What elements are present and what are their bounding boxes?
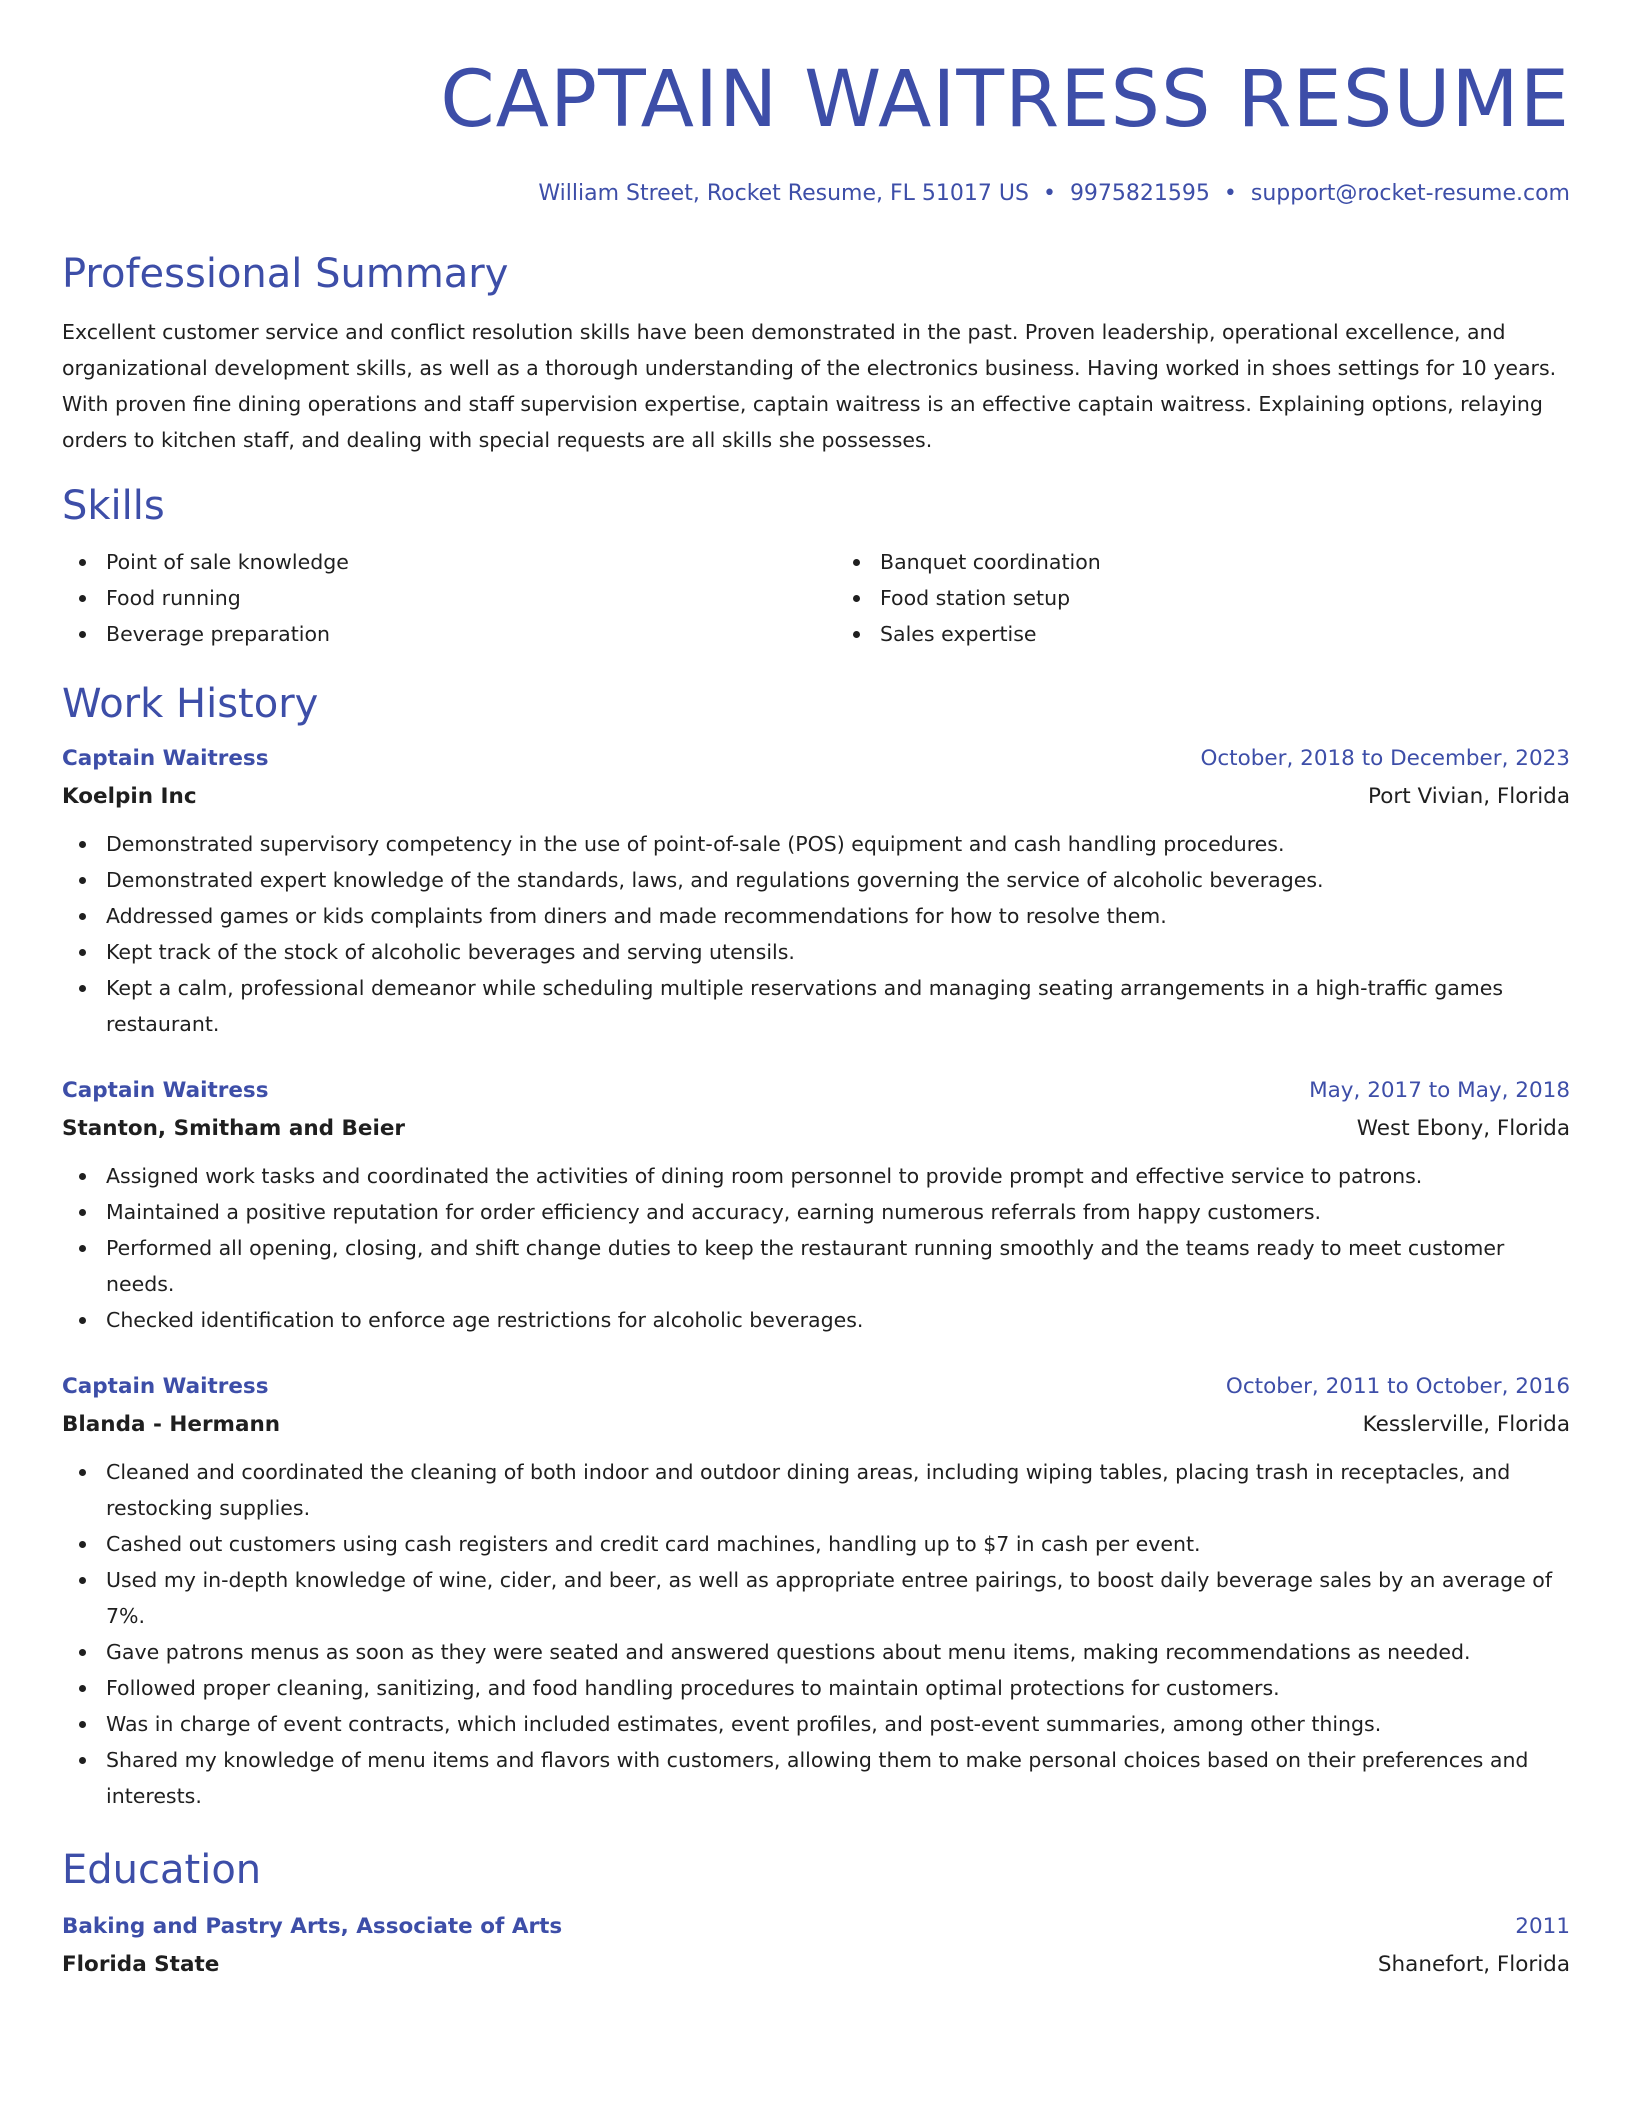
- skill-item: Food running: [62, 580, 796, 616]
- job-entry: [62, 1368, 1570, 1814]
- job-title: Captain Waitress: [62, 746, 269, 771]
- job-dates: October, 2011 to October, 2016: [1225, 1374, 1570, 1399]
- skill-item: Beverage preparation: [62, 616, 796, 652]
- job-bullet: Shared my knowledge of menu items and flavors with customers, allowing them to make personal choices based on their preferences and interests.: [62, 1742, 1570, 1814]
- job-title: Captain Waitress: [62, 1374, 269, 1399]
- job-entry: [62, 740, 1570, 1042]
- resume-name: CAPTAIN WAITRESS RESUME: [440, 55, 1570, 145]
- skills-list-left: [62, 544, 796, 652]
- job-company-row: [62, 778, 1570, 816]
- job-title: Captain Waitress: [62, 1078, 269, 1103]
- skill-item: Banquet coordination: [836, 544, 1570, 580]
- contact-email: support@rocket-resume.com: [1250, 181, 1570, 206]
- job-bullet: Kept track of the stock of alcoholic beverages and serving utensils.: [62, 934, 1570, 970]
- job-bullet: Kept a calm, professional demeanor while scheduling multiple reservations and managing seating arrangements in a high-traffic games restaurant.: [62, 970, 1570, 1042]
- job-bullets: [62, 1454, 1570, 1814]
- job-company: Koelpin Inc: [62, 784, 197, 809]
- summary-heading: Professional Summary: [62, 251, 509, 297]
- skill-item: Food station setup: [836, 580, 1570, 616]
- job-dates: October, 2018 to December, 2023: [1200, 746, 1570, 771]
- job-bullet: Maintained a positive reputation for order efficiency and accuracy, earning numerous referrals from happy customers.: [62, 1194, 1570, 1230]
- contact-address: William Street, Rocket Resume, FL 51017 US: [538, 181, 1029, 206]
- contact-separator: •: [1223, 181, 1237, 206]
- job-header-row: [62, 1368, 1570, 1406]
- work-heading: Work History: [62, 681, 319, 727]
- skills-grid: [62, 544, 1570, 652]
- education-header-row: [62, 1908, 1570, 1946]
- job-company: Stanton, Smitham and Beier: [62, 1116, 406, 1141]
- education-heading: Education: [62, 1847, 262, 1893]
- job-location: Port Vivian, Florida: [1368, 784, 1570, 809]
- contact-phone: 9975821595: [1069, 181, 1210, 206]
- resume-header: [62, 52, 1570, 210]
- job-bullet: Assigned work tasks and coordinated the activities of dining room personnel to provide prompt and effective service to patrons.: [62, 1158, 1570, 1194]
- education-section: [62, 1844, 1570, 1984]
- job-bullet: Checked identification to enforce age restrictions for alcoholic beverages.: [62, 1302, 1570, 1338]
- job-bullets: [62, 826, 1570, 1042]
- job-bullet: Addressed games or kids complaints from diners and made recommendations for how to resolve them.: [62, 898, 1570, 934]
- skills-heading: Skills: [62, 483, 165, 529]
- job-header-row: [62, 1072, 1570, 1110]
- summary-section: [62, 248, 1570, 458]
- job-bullet: Used my in-depth knowledge of wine, cider, and beer, as well as appropriate entree pairings, to boost daily beverage sales by an average of 7%.: [62, 1562, 1570, 1634]
- work-section: [62, 678, 1570, 1814]
- job-entry: [62, 1072, 1570, 1338]
- education-year: 2011: [1515, 1914, 1570, 1939]
- job-company-row: [62, 1406, 1570, 1444]
- job-bullet: Performed all opening, closing, and shift change duties to keep the restaurant running smoothly and the teams ready to meet customer needs.: [62, 1230, 1570, 1302]
- job-dates: May, 2017 to May, 2018: [1309, 1078, 1570, 1103]
- summary-text: Excellent customer service and conflict resolution skills have been demonstrated in the past. Proven leadership, operational excellence, and organizational development skills, as well as a thorough understanding of the electronics business. Having worked in shoes settings for 10 years. With proven fine dining operations and staff supervision expertise, captain waitress is an effective captain waitress. Explaining options, relaying orders to kitchen staff, and dealing with special requests are all skills she possesses.: [62, 320, 1557, 452]
- education-school: Florida State: [62, 1952, 220, 1977]
- job-bullet: Demonstrated supervisory competency in the use of point-of-sale (POS) equipment and cash handling procedures.: [62, 826, 1570, 862]
- education-location: Shanefort, Florida: [1377, 1952, 1570, 1977]
- job-bullets: [62, 1158, 1570, 1338]
- contact-line: [62, 178, 1570, 210]
- job-bullet: Gave patrons menus as soon as they were seated and answered questions about menu items, making recommendations as needed.: [62, 1634, 1570, 1670]
- job-header-row: [62, 740, 1570, 778]
- job-bullet: Cleaned and coordinated the cleaning of both indoor and outdoor dining areas, including wiping tables, placing trash in receptacles, and restocking supplies.: [62, 1454, 1570, 1526]
- job-location: Kesslerville, Florida: [1362, 1412, 1570, 1437]
- job-bullet: Followed proper cleaning, sanitizing, and food handling procedures to maintain optimal protections for customers.: [62, 1670, 1570, 1706]
- job-location: West Ebony, Florida: [1356, 1116, 1570, 1141]
- job-bullet: Was in charge of event contracts, which included estimates, event profiles, and post-event summaries, among other things.: [62, 1706, 1570, 1742]
- education-school-row: [62, 1946, 1570, 1984]
- education-entry: [62, 1908, 1570, 1984]
- job-bullet: Cashed out customers using cash registers and credit card machines, handling up to $7 in cash per event.: [62, 1526, 1570, 1562]
- skill-item: Sales expertise: [836, 616, 1570, 652]
- education-degree: Baking and Pastry Arts, Associate of Arts: [62, 1914, 563, 1939]
- job-company: Blanda - Hermann: [62, 1412, 281, 1437]
- skill-item: Point of sale knowledge: [62, 544, 796, 580]
- skills-section: [62, 480, 1570, 652]
- job-bullet: Demonstrated expert knowledge of the standards, laws, and regulations governing the service of alcoholic beverages.: [62, 862, 1570, 898]
- skills-list-right: [836, 544, 1570, 652]
- job-company-row: [62, 1110, 1570, 1148]
- contact-separator: •: [1042, 181, 1056, 206]
